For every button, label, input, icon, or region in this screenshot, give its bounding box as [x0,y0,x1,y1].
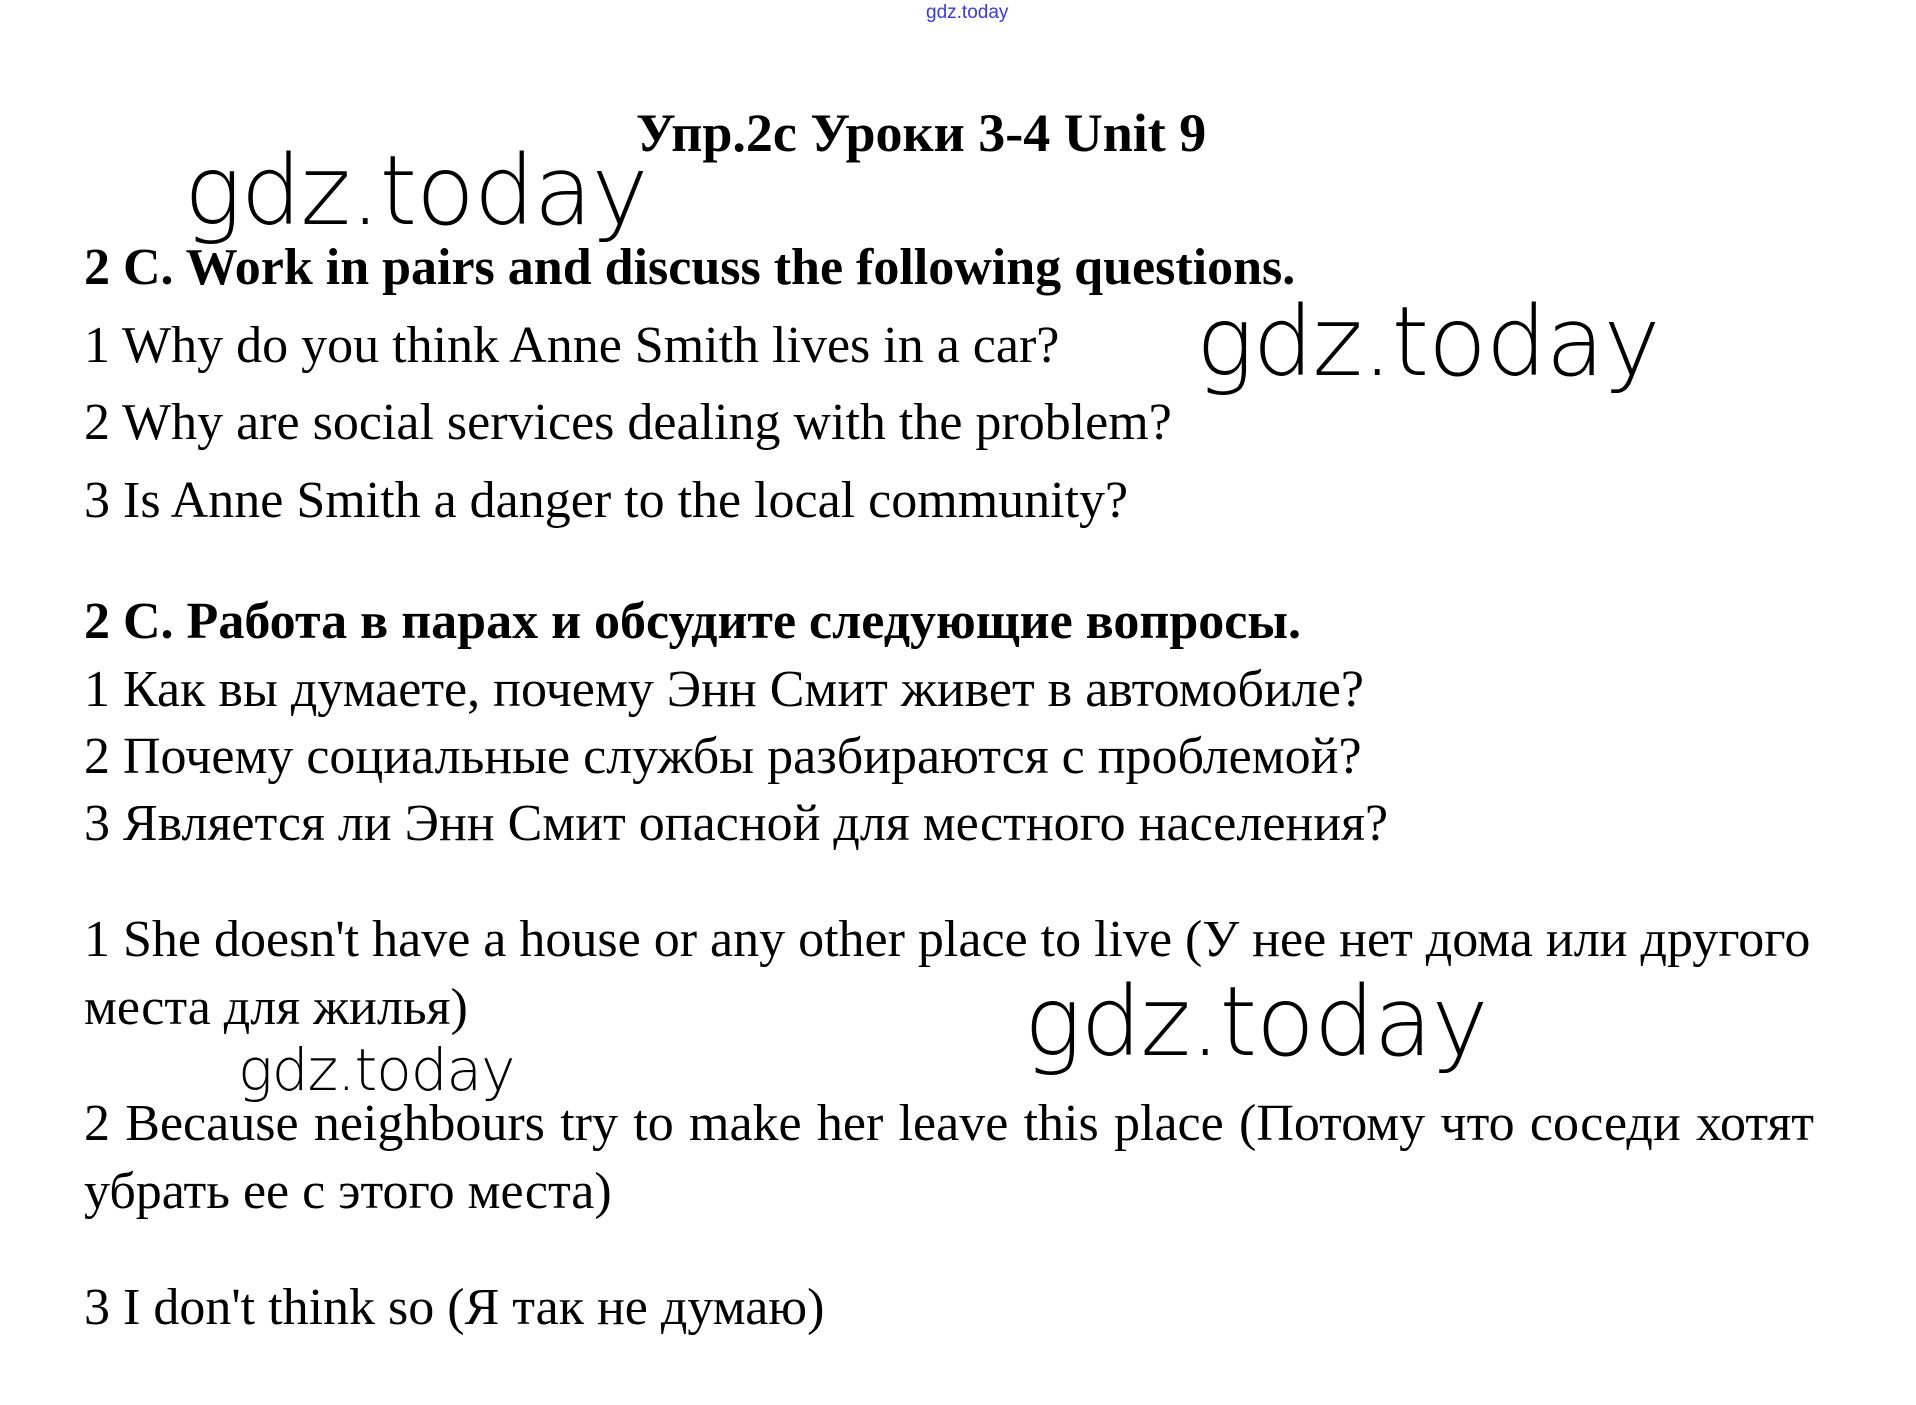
watermark-1: gdz.today [184,135,648,247]
answer-2: 2 Because neighbours try to make her leave this place (Потому что соседи хотят убрать ее с этого места) [84,1095,1814,1220]
watermark-4: gdz.today [238,1036,515,1104]
english-question-2: 2 Why are social services dealing with the problem? [84,394,1172,451]
russian-question-2: 2 Почему социальные службы разбираются с проблемой? [84,728,1362,785]
english-question-3: 3 Is Anne Smith a danger to the local community? [84,472,1129,529]
top-watermark: gdz.today [926,2,1009,23]
russian-heading: 2 С. Работа в парах и обсудите следующие вопросы. [84,593,1301,650]
page-title: Упр.2c Уроки 3-4 Unit 9 [636,103,1207,163]
english-question-1: 1 Why do you think Anne Smith lives in a car? [84,317,1060,374]
russian-question-3: 3 Является ли Энн Смит опасной для местного населения? [84,795,1389,852]
watermark-2: gdz.today [1196,286,1660,398]
watermark-3: gdz.today [1024,966,1488,1078]
answer-1: 1 She doesn't have a house or any other place to live (У нее нет дома или другого места для жилья) [84,911,1811,1036]
russian-question-1: 1 Как вы думаете, почему Энн Смит живет в автомобиле? [84,661,1364,718]
english-heading: 2 C. Work in pairs and discuss the following questions. [84,239,1296,296]
answer-3: 3 I don't think so (Я так не думаю) [84,1279,825,1336]
